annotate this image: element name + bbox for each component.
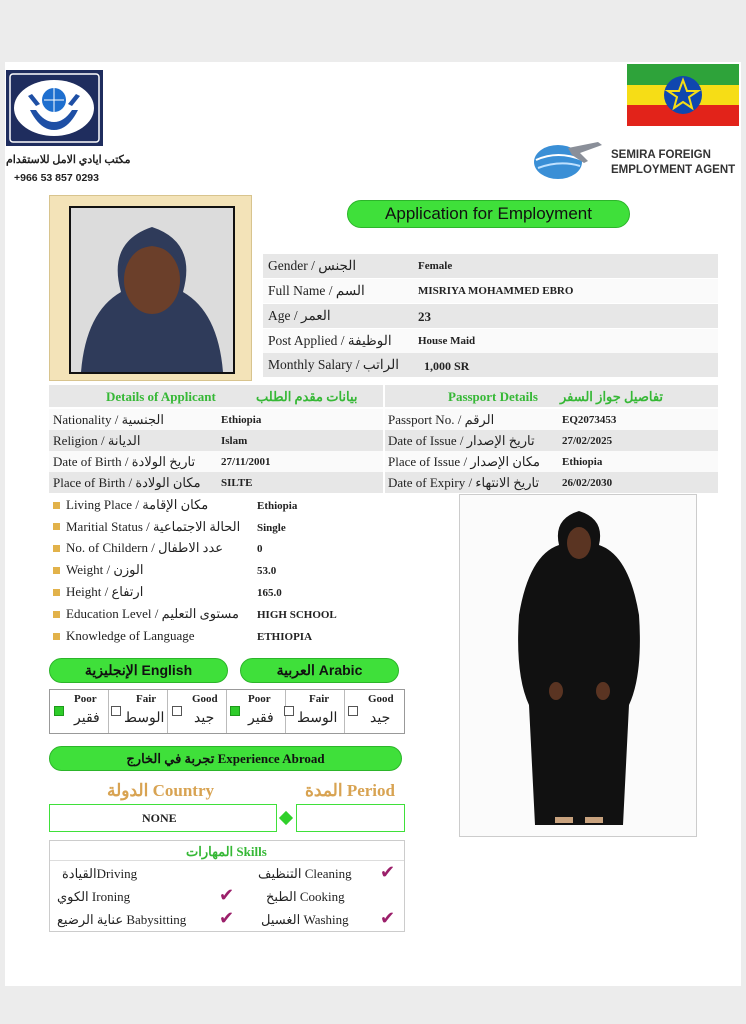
weight-label: Weight / الوزن [66, 562, 144, 577]
nationality-value: Ethiopia [221, 414, 262, 426]
portrait-photo [69, 206, 235, 374]
passport-header-en: Passport Details [448, 389, 538, 404]
age-value: 23 [418, 309, 431, 324]
passport-issue-value: 27/02/2025 [562, 435, 613, 447]
passport-expiry-label: Date of Expiry / تاريخ الانتهاء [388, 475, 540, 490]
arabic-fair-checkbox[interactable] [284, 706, 294, 716]
skill-ironing-label: الكوي Ironing [57, 889, 131, 904]
full-body-photo [459, 494, 697, 837]
arabic-good-label-ar: جيد [370, 711, 391, 726]
name-label: Full Name / السم [268, 283, 365, 298]
ethiopia-flag [627, 64, 739, 126]
skill-washing-check-icon: ✔ [380, 908, 396, 929]
english-poor-checkbox[interactable] [54, 706, 64, 716]
english-good-label-ar: جيد [194, 711, 215, 726]
skills-title: المهارات Skills [186, 844, 267, 859]
living-bullet [53, 502, 60, 509]
height-label: Height / ارتفاع [66, 584, 144, 599]
skill-cooking-label: الطبخ Cooking [266, 889, 345, 904]
children-bullet [53, 545, 60, 552]
religion-value: Islam [221, 435, 248, 447]
passport-place-label: Place of Issue / مكان الإصدار [388, 454, 540, 469]
language-label: Knowledge of Language [66, 628, 195, 643]
salary-label: Monthly Salary / الراتب [268, 357, 399, 372]
page-title: Application for Employment [347, 200, 630, 228]
children-label: No. of Childern / عدد الاطفال [66, 540, 224, 555]
height-value: 165.0 [257, 587, 282, 599]
skill-driving-label: القيادةDriving [62, 866, 138, 881]
age-label: Age / العمر [268, 308, 331, 323]
passport-header-bar [385, 385, 718, 407]
english-good-checkbox[interactable] [172, 706, 182, 716]
gender-label: Gender / الجنس [268, 258, 357, 273]
living-value: Ethiopia [257, 500, 298, 512]
agency-name-arabic: مكتب ايادي الامل للاستقدام [6, 154, 131, 166]
agency-name-line2: EMPLOYMENT AGENT [611, 164, 736, 176]
english-fair-checkbox[interactable] [111, 706, 121, 716]
agency-name-line1: SEMIRA FOREIGN [611, 149, 711, 161]
language-value: ETHIOPIA [257, 631, 313, 643]
education-label: Education Level / مستوى التعليم [66, 606, 239, 621]
passport-header-ar: تفاصيل جواز السفر [560, 389, 664, 404]
age-row [263, 304, 718, 328]
globe-airplane-logo [528, 136, 606, 182]
religion-label: Religion / الديانة [53, 433, 141, 448]
post-value: House Maid [418, 335, 476, 347]
pob-value: SILTE [221, 477, 253, 489]
skill-ironing-check-icon: ✔ [219, 885, 235, 906]
nationality-label: Nationality / الجنسية [53, 412, 164, 427]
arabic-language-pill: العربية Arabic [240, 658, 399, 683]
arabic-good-checkbox[interactable] [348, 706, 358, 716]
country-value: NONE [142, 811, 177, 825]
period-header: المدة Period [305, 781, 395, 800]
skill-babysitting-check-icon: ✔ [219, 908, 235, 929]
skill-cleaning-check-icon: ✔ [380, 862, 396, 883]
experience-abroad-pill: تجربة في الخارج Experience Abroad [49, 746, 402, 771]
passport-expiry-value: 26/02/2030 [562, 477, 613, 489]
english-fair-label-ar: الوسط [124, 711, 165, 726]
arabic-poor-label-ar: فقير [248, 711, 274, 726]
weight-bullet [53, 567, 60, 574]
children-value: 0 [257, 543, 263, 555]
english-language-pill: الإنجليزية English [49, 658, 228, 683]
passport-no-label: Passport No. / الرقم [388, 412, 495, 427]
gender-value: Female [418, 260, 453, 272]
name-value: MISRIYA MOHAMMED EBRO [418, 285, 574, 297]
english-fair-label: Fair [136, 693, 157, 705]
height-bullet [53, 589, 60, 596]
period-field [296, 804, 405, 832]
english-poor-label: Poor [74, 693, 97, 705]
arabic-poor-label: Poor [248, 693, 271, 705]
english-good-label: Good [192, 693, 218, 705]
post-label: Post Applied / الوظيفة [268, 333, 392, 348]
applicant-header-ar: بيانات مقدم الطلب [256, 389, 358, 404]
passport-place-value: Ethiopia [562, 456, 603, 468]
pob-label: Place of Birth / مكان الولادة [53, 475, 201, 490]
passport-no-value: EQ2073453 [562, 414, 617, 426]
weight-value: 53.0 [257, 565, 277, 577]
english-poor-label-ar: فقير [74, 711, 100, 726]
arabic-fair-label: Fair [309, 693, 330, 705]
dob-label: Date of Birth / تاريخ الولادة [53, 454, 196, 469]
skill-washing-label: الغسيل Washing [261, 912, 349, 927]
applicant-header-en: Details of Applicant [106, 389, 216, 404]
arabic-good-label: Good [368, 693, 394, 705]
agency-phone: +966 53 857 0293 [14, 172, 99, 184]
living-label: Living Place / مكان الإقامة [66, 497, 209, 512]
passport-issue-label: Date of Issue / تاريخ الإصدار [388, 433, 535, 448]
education-value: HIGH SCHOOL [257, 609, 337, 621]
education-bullet [53, 611, 60, 618]
marital-label: Maritial Status / الحالة الاجتماعية [66, 519, 241, 534]
arabic-poor-checkbox[interactable] [230, 706, 240, 716]
arabic-fair-label-ar: الوسط [297, 711, 338, 726]
portrait-photo-frame [49, 195, 252, 381]
marital-value: Single [257, 522, 286, 534]
salary-value: 1,000 SR [424, 359, 470, 373]
skill-babysitting-label: عناية الرضيع Babysitting [57, 912, 187, 927]
language-bullet [53, 633, 60, 640]
country-header: الدولة Country [107, 781, 214, 800]
marital-bullet [53, 523, 60, 530]
hands-globe-logo [6, 70, 103, 146]
skill-cleaning-label: التنظيف Cleaning [258, 866, 352, 881]
dob-value: 27/11/2001 [221, 456, 271, 468]
